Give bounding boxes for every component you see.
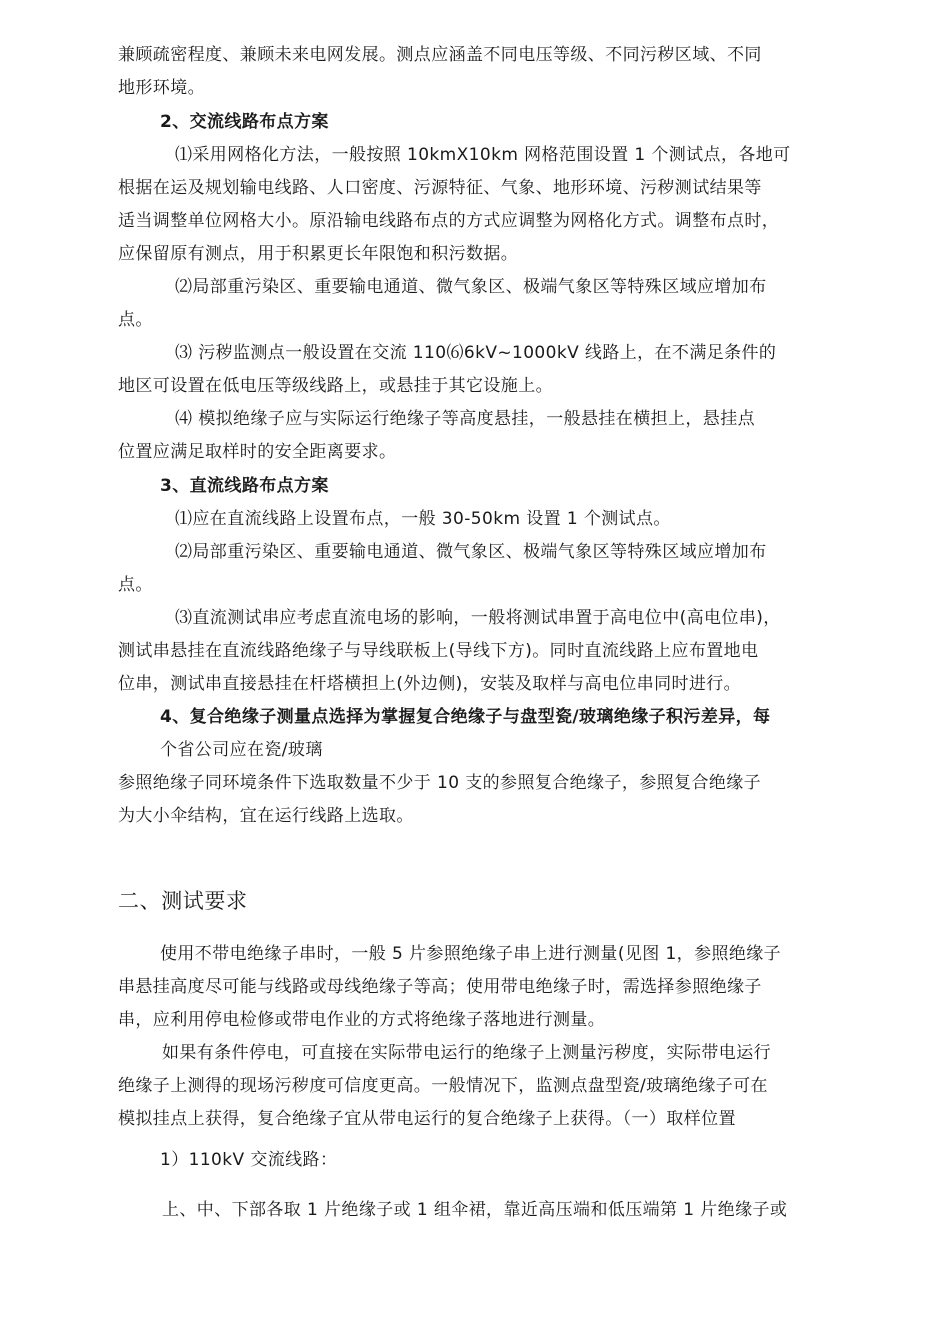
paragraph-line: 模拟挂点上获得，复合绝缘子宜从带电运行的复合绝缘子上获得。（一）取样位置 — [118, 1109, 736, 1129]
paragraph-line: 根据在运及规划输电线路、人口密度、污源特征、气象、地形环境、污秽测试结果等 — [118, 178, 762, 198]
paragraph-line: ⑴应在直流线路上设置布点，一般 30-50km 设置 1 个测试点。 — [175, 509, 671, 529]
section-heading: 二、测试要求 — [118, 889, 248, 913]
paragraph-line: 位置应满足取样时的安全距离要求。 — [118, 442, 397, 462]
paragraph-line: 上、中、下部各取 1 片绝缘子或 1 组伞裙，靠近高压端和低压端第 1 片绝缘子或 — [162, 1200, 788, 1220]
paragraph-line: 1）110kV 交流线路： — [160, 1150, 338, 1170]
paragraph-line: 点。 — [118, 310, 153, 330]
paragraph-line: 为大小伞结构，宜在运行线路上选取。 — [118, 806, 414, 826]
paragraph-line: 参照绝缘子同环境条件下选取数量不少于 10 支的参照复合绝缘子，参照复合绝缘子 — [118, 773, 762, 793]
paragraph-line: 地区可设置在低电压等级线路上，或悬挂于其它设施上。 — [118, 376, 553, 396]
paragraph-line: ⑵局部重污染区、重要输电通道、微气象区、极端气象区等特殊区域应增加布 — [175, 277, 767, 297]
paragraph-line: ⑴采用网格化方法，一般按照 10kmX10km 网格范围设置 1 个测试点，各地可 — [175, 145, 791, 165]
paragraph-line: 使用不带电绝缘子串时，一般 5 片参照绝缘子串上进行测量(见图 1，参照绝缘子 — [160, 944, 782, 964]
paragraph-line: 应保留原有测点，用于积累更长年限饱和积污数据。 — [118, 244, 519, 264]
paragraph-line: 绝缘子上测得的现场污秽度可信度更高。一般情况下，监测点盘型瓷/玻璃绝缘子可在 — [118, 1076, 768, 1096]
paragraph-line: 适当调整单位网格大小。原沿输电线路布点的方式应调整为网格化方式。调整布点时， — [118, 211, 780, 231]
paragraph-line: 个省公司应在瓷/玻璃 — [160, 740, 323, 760]
paragraph-line: ⑶ 污秽监测点一般设置在交流 110⑹6kV~1000kV 线路上，在不满足条件的 — [175, 343, 777, 363]
paragraph-line: ⑵局部重污染区、重要输电通道、微气象区、极端气象区等特殊区域应增加布 — [175, 542, 767, 562]
paragraph-line: 地形环境。 — [118, 78, 205, 98]
paragraph-line: 位串，测试串直接悬挂在杆塔横担上(外边侧)，安装及取样与高电位串同时进行。 — [118, 674, 742, 694]
paragraph-line: 串，应利用停电检修或带电作业的方式将绝缘子落地进行测量。 — [118, 1010, 606, 1030]
subheading-ac-layout: 2、交流线路布点方案 — [160, 112, 329, 132]
paragraph-line: 4、复合绝缘子测量点选择为掌握复合绝缘子与盘型瓷/玻璃绝缘子积污差异，每 — [160, 707, 771, 727]
paragraph-line: 串悬挂高度尽可能与线路或母线绝缘子等高；使用带电绝缘子时，需选择参照绝缘子 — [118, 977, 762, 997]
paragraph-line: 如果有条件停电，可直接在实际带电运行的绝缘子上测量污秽度，实际带电运行 — [162, 1043, 771, 1063]
paragraph-line: 兼顾疏密程度、兼顾未来电网发展。测点应涵盖不同电压等级、不同污秽区域、不同 — [118, 45, 762, 65]
paragraph-line: ⑶直流测试串应考虑直流电场的影响，一般将测试串置于高电位中(高电位串)， — [175, 608, 781, 628]
paragraph-line: 点。 — [118, 575, 153, 595]
paragraph-line: ⑷ 模拟绝缘子应与实际运行绝缘子等高度悬挂，一般悬挂在横担上，悬挂点 — [175, 409, 756, 429]
paragraph-line: 测试串悬挂在直流线路绝缘子与导线联板上(导线下方)。同时直流线路上应布置地电 — [118, 641, 759, 661]
subheading-dc-layout: 3、直流线路布点方案 — [160, 476, 329, 496]
